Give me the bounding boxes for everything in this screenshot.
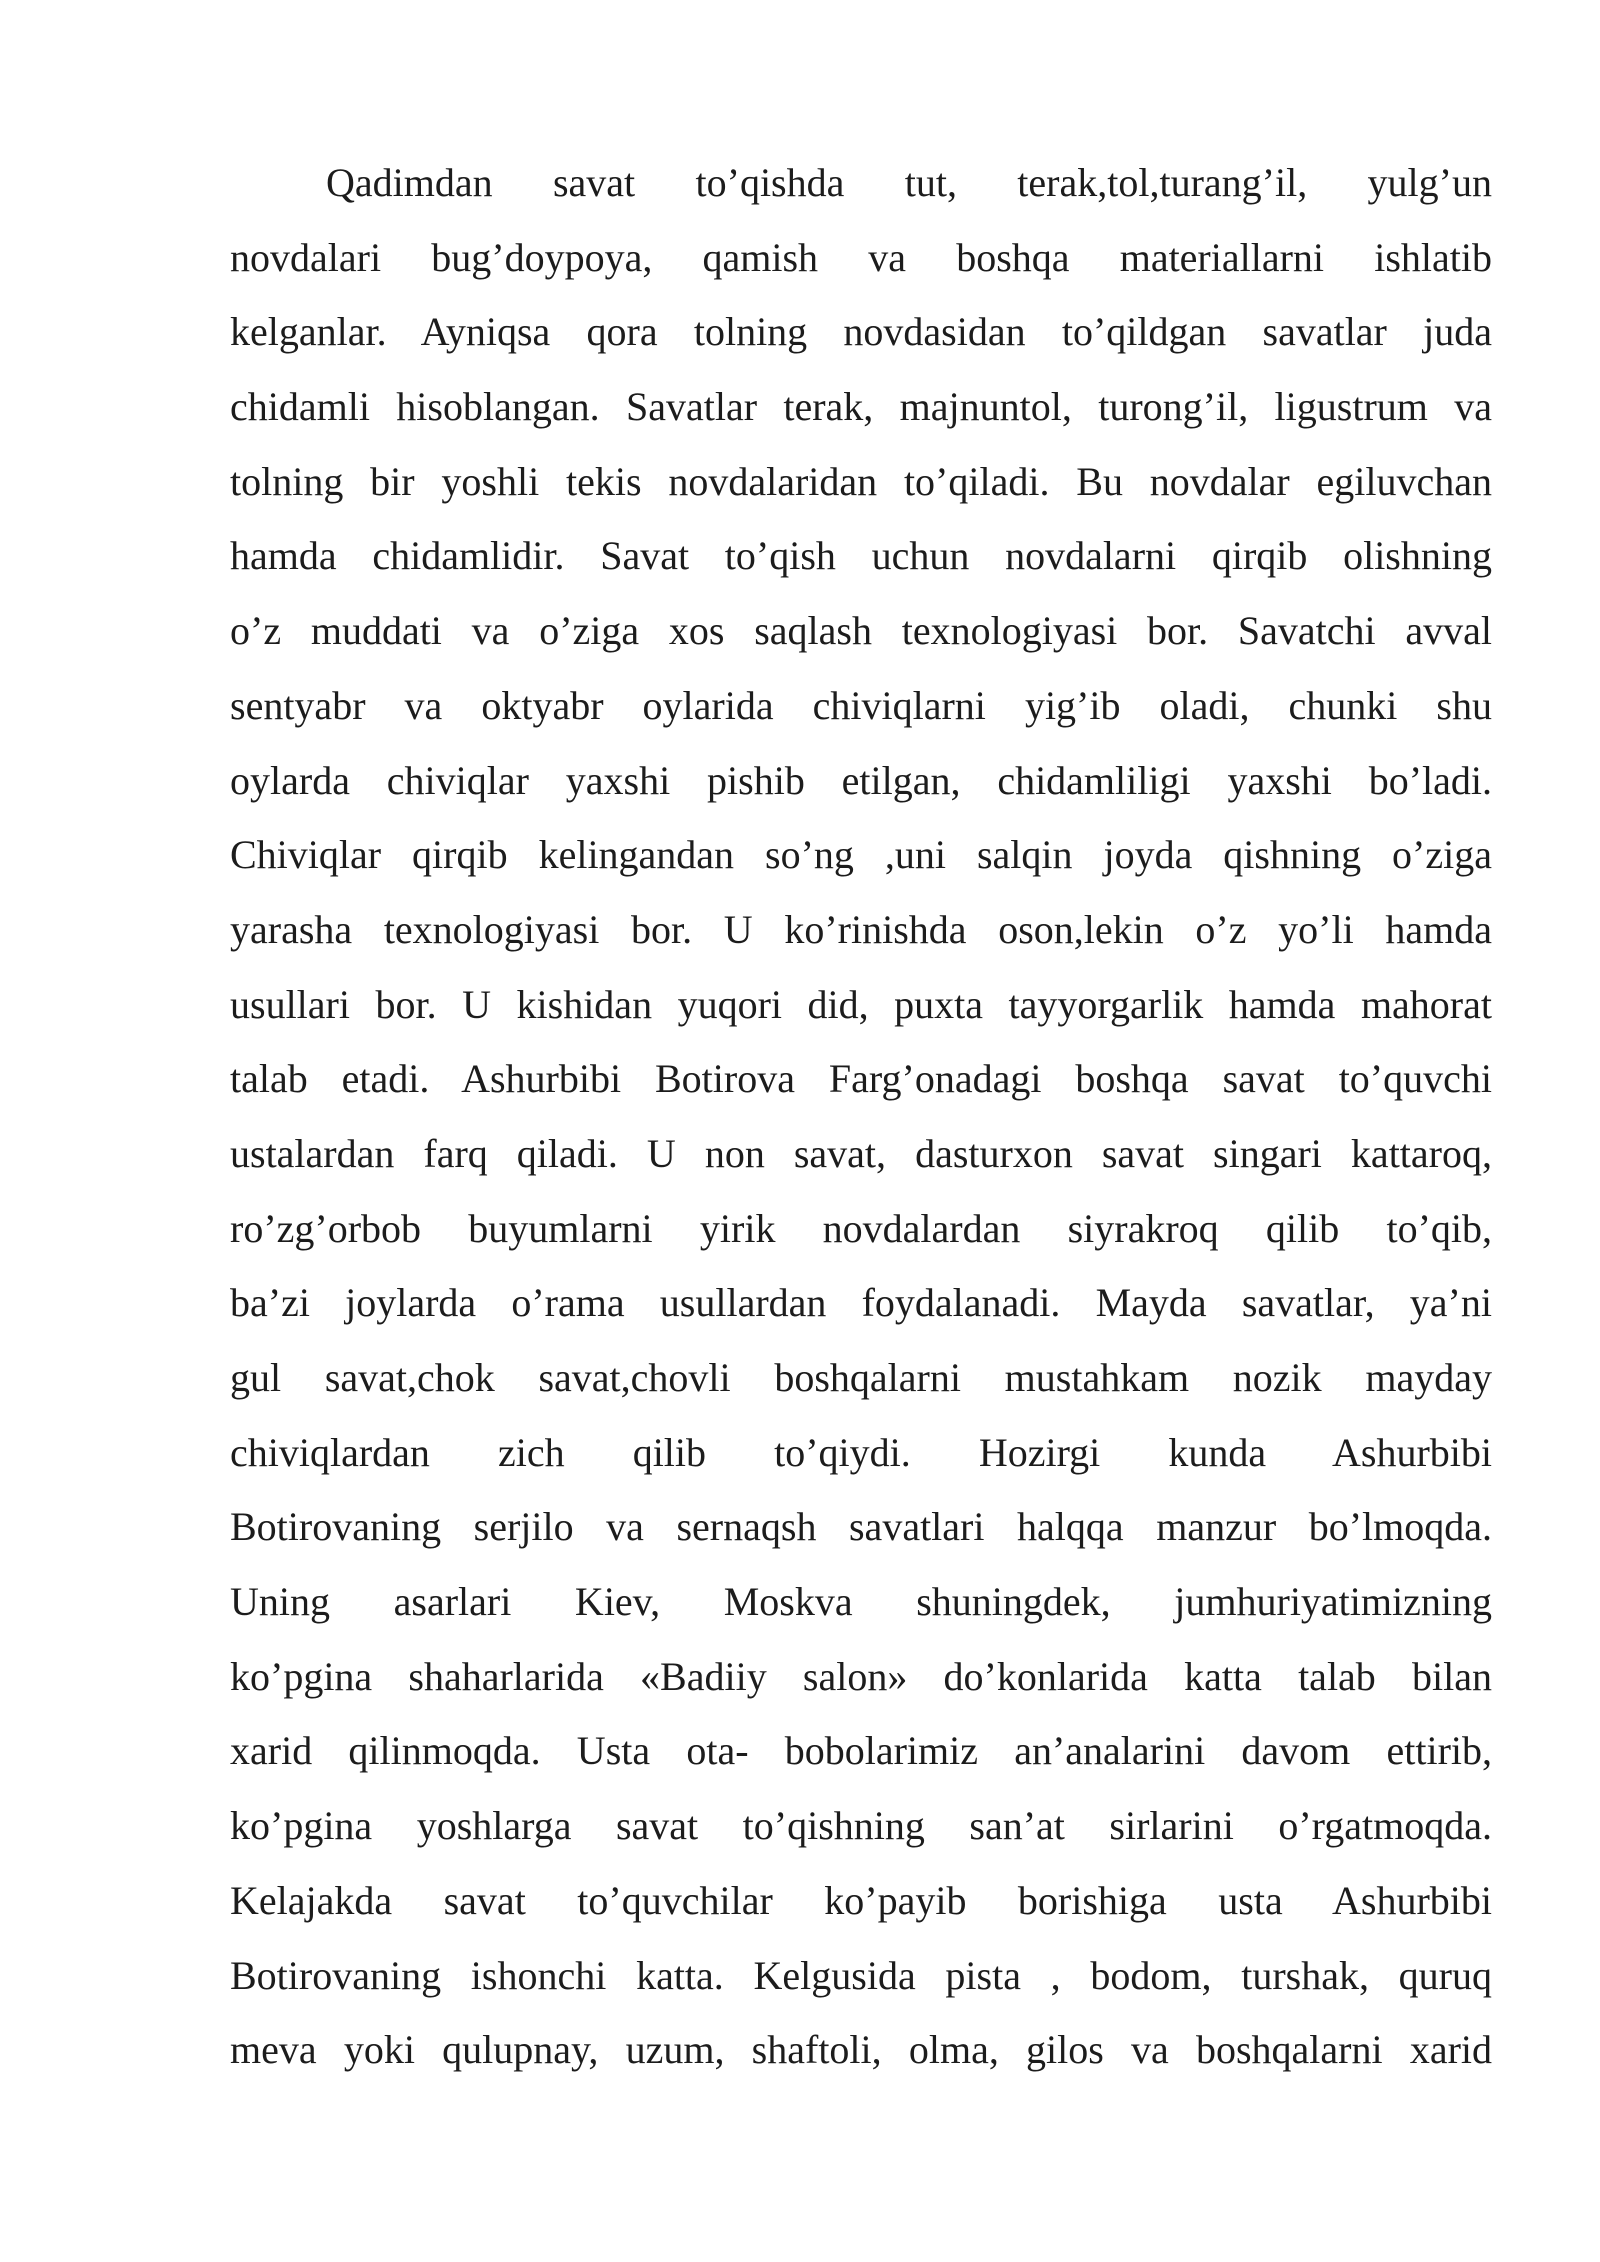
paragraph-line: Chiviqlar qirqib kelingandan so’ng ,uni salqin joyda qishning o’ziga bbox=[230, 832, 1492, 878]
paragraph-line: oylarda chiviqlar yaxshi pishib etilgan, chidamliligi yaxshi bo’ladi. bbox=[230, 757, 1492, 803]
paragraph-line: gul savat,chok savat,chovli boshqalarni mustahkam nozik mayday bbox=[230, 1355, 1492, 1400]
paragraph-line: Uning asarlari Kiev, Moskva shuningdek, jumhuriyatimizning bbox=[230, 1579, 1492, 1625]
paragraph-line: ko’pgina yoshlarga savat to’qishning san’at sirlarini o’rgatmoqda. bbox=[230, 1803, 1492, 1849]
paragraph-line: Botirovaning serjilo va sernaqsh savatlari halqqa manzur bo’lmoqda. bbox=[230, 1504, 1492, 1550]
paragraph-line: ko’pgina shaharlarida «Badiiy salon» do’konlarida katta talab bilan bbox=[230, 1653, 1492, 1699]
paragraph-line: meva yoki qulupnay, uzum, shaftoli, olma, gilos va boshqalarni xarid bbox=[230, 2027, 1492, 2073]
paragraph-line: ba’zi joylarda o’rama usullardan foydalanadi. Mayda savatlar, ya’ni bbox=[230, 1280, 1492, 1326]
body-paragraph bbox=[230, 146, 1492, 2088]
paragraph-line: Qadimdan savat to’qishda tut, terak,tol,turang’il, yulg’un bbox=[326, 160, 1492, 205]
paragraph-line: hamda chidamlidir. Savat to’qish uchun novdalarni qirqib olishning bbox=[230, 533, 1492, 579]
paragraph-line: talab etadi. Ashurbibi Botirova Farg’onadagi boshqa savat to’quvchi bbox=[230, 1056, 1492, 1102]
paragraph-line: Kelajakda savat to’quvchilar ko’payib borishiga usta Ashurbibi bbox=[230, 1877, 1492, 1923]
paragraph-line: ustalardan farq qiladi. U non savat, dasturxon savat singari kattaroq, bbox=[230, 1130, 1492, 1176]
paragraph-line: ro’zg’orbob buyumlarni yirik novdalardan siyrakroq qilib to’qib, bbox=[230, 1205, 1492, 1251]
paragraph-line: kelganlar. Ayniqsa qora tolning novdasidan to’qildgan savatlar juda bbox=[230, 309, 1492, 355]
paragraph-line: usullari bor. U kishidan yuqori did, puxta tayyorgarlik hamda mahorat bbox=[230, 981, 1492, 1027]
paragraph-line: chiviqlardan zich qilib to’qiydi. Hozirgi kunda Ashurbibi bbox=[230, 1429, 1492, 1475]
paragraph-line: chidamli hisoblangan. Savatlar terak, majnuntol, turong’il, ligustrum va bbox=[230, 384, 1492, 430]
paragraph-line: sentyabr va oktyabr oylarida chiviqlarni yig’ib oladi, chunki shu bbox=[230, 682, 1492, 728]
paragraph-line: xarid qilinmoqda. Usta ota- bobolarimiz an’analarini davom ettirib, bbox=[230, 1728, 1492, 1774]
paragraph-line: o’z muddati va o’ziga xos saqlash texnologiyasi bor. Savatchi avval bbox=[230, 608, 1492, 654]
paragraph-line: yarasha texnologiyasi bor. U ko’rinishda oson,lekin o’z yo’li hamda bbox=[230, 906, 1492, 952]
paragraph-line: novdalari bug’doypoya, qamish va boshqa materiallarni ishlatib bbox=[230, 234, 1492, 280]
paragraph-line: Botirovaning ishonchi katta. Kelgusida pista , bodom, turshak, quruq bbox=[230, 1952, 1492, 1998]
paragraph-line: tolning bir yoshli tekis novdalaridan to’qiladi. Bu novdalar egiluvchan bbox=[230, 458, 1492, 504]
